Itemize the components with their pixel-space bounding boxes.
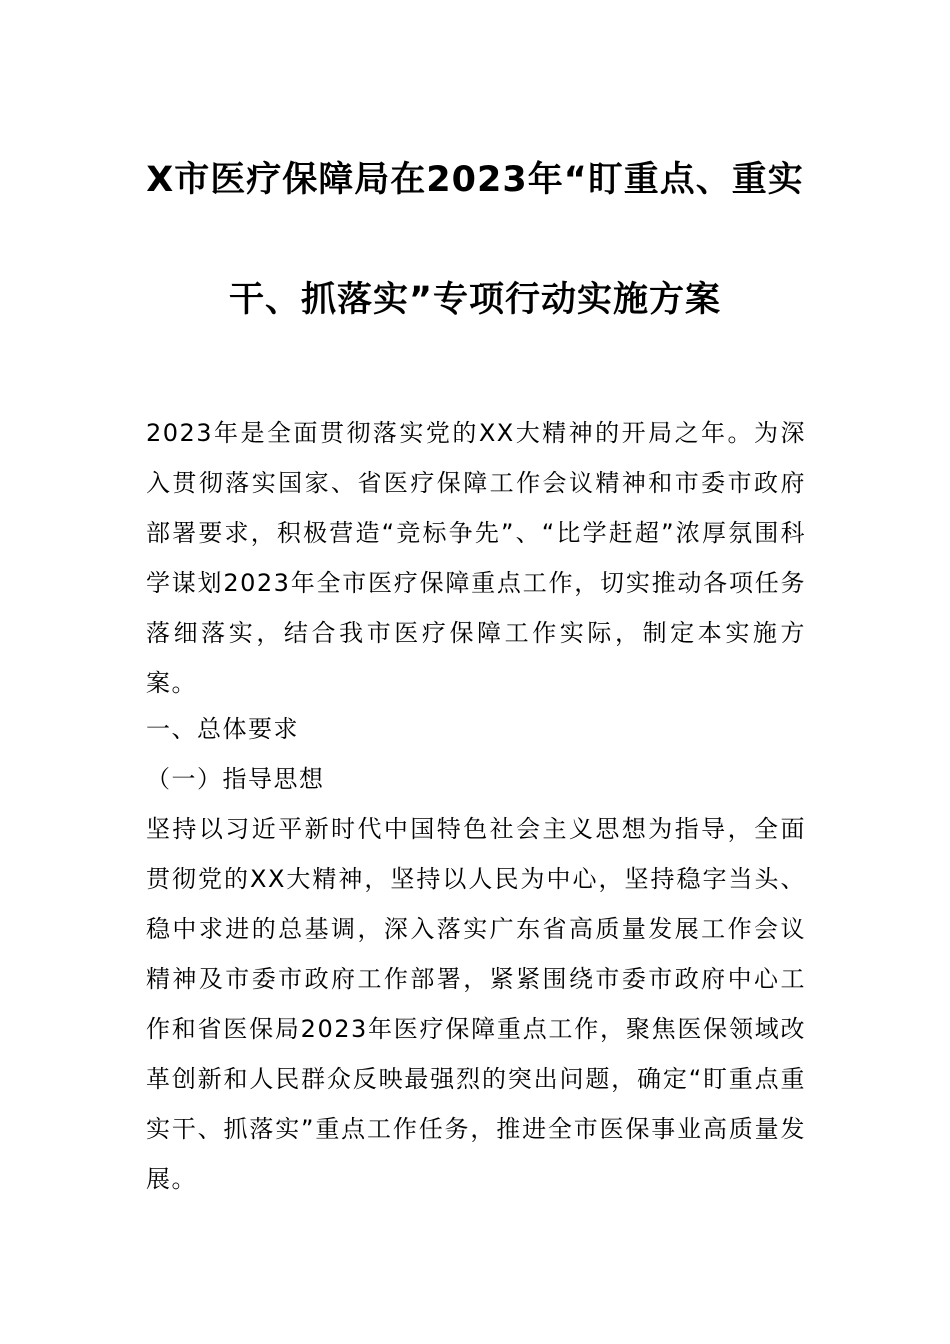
guiding-ideology-paragraph: 坚持以习近平新时代中国特色社会主义思想为指导，全面贯彻党的XX大精神，坚持以人民为中心，坚持稳字当头、稳中求进的总基调，深入落实广东省高质量发展工作会议精神及市委市政府工作部署，紧紧围绕市委市政府中心工作和省医保局2023年医疗保障重点工作，聚焦医保领域改革创新和人民群众反映最强烈的突出问题，确定“盯重点重实干、抓落实”重点工作任务，推进全市医保事业高质量发展。 (146, 815, 806, 1193)
subsection-heading-guiding-ideology: （一）指导思想 (146, 765, 325, 793)
document-title-line-2: 干、抓落实”专项行动实施方案 (228, 280, 721, 320)
document-title-line-1: X市医疗保障局在2023年“盯重点、重实 (146, 160, 804, 200)
section-heading-overall-requirements: 一、总体要求 (146, 715, 299, 743)
intro-paragraph: 2023年是全面贯彻落实党的XX大精神的开局之年。为深入贯彻落实国家、省医疗保障工作会议精神和市委市政府部署要求，积极营造“竞标争先”、“比学赶超”浓厚氛围科学谋划2023年全市医疗保障重点工作，切实推动各项任务落细落实，结合我市医疗保障工作实际，制定本实施方案。 (146, 419, 806, 697)
